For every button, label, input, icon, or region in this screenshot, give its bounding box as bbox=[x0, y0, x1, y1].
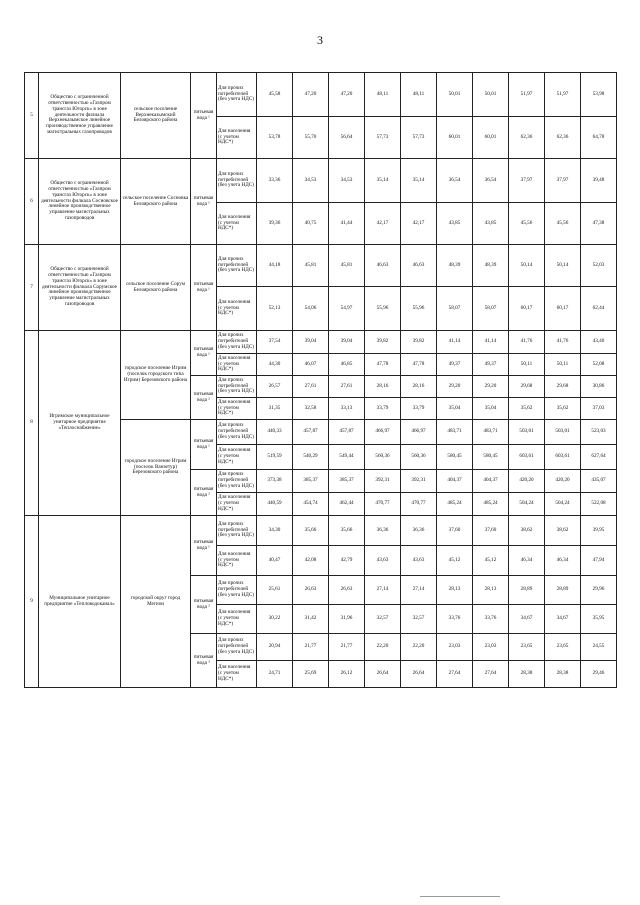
tariff-value: 504,24 bbox=[545, 493, 581, 516]
tariff-value: 466,97 bbox=[365, 420, 401, 445]
tariff-value: 26,12 bbox=[329, 661, 365, 688]
tariff-value: 33,76 bbox=[437, 605, 473, 634]
consumer-category: Для прочих потребителей (без учета НДС) bbox=[217, 420, 257, 445]
tariff-value: 43,63 bbox=[365, 546, 401, 576]
tariff-value: 26,64 bbox=[365, 661, 401, 688]
tariff-value: 48,11 bbox=[401, 73, 437, 117]
tariff-value: 385,37 bbox=[293, 470, 329, 493]
tariff-value: 29,68 bbox=[545, 376, 581, 398]
tariff-value: 57,73 bbox=[401, 117, 437, 159]
tariff-value: 46,34 bbox=[509, 546, 545, 576]
tariff-value: 33,76 bbox=[473, 605, 509, 634]
tariff-value: 36,54 bbox=[437, 159, 473, 203]
tariff-value: 42,79 bbox=[329, 546, 365, 576]
tariff-value: 60,17 bbox=[545, 287, 581, 331]
row-number: 9 bbox=[25, 516, 39, 688]
consumer-category: Для населения (с учетом НДС*) bbox=[217, 445, 257, 470]
territory-name: сельское поселение Сосновка Белоярского района bbox=[121, 159, 191, 245]
tariff-value: 540,29 bbox=[293, 445, 329, 470]
tariff-value: 23,65 bbox=[509, 634, 545, 661]
tariff-value: 55,70 bbox=[293, 117, 329, 159]
consumer-category: Для прочих потребителей (без учета НДС) bbox=[217, 470, 257, 493]
tariff-value: 44,30 bbox=[257, 354, 293, 376]
tariff-value: 50,14 bbox=[509, 245, 545, 287]
tariff-value: 64,78 bbox=[581, 117, 617, 159]
tariff-value: 58,07 bbox=[473, 287, 509, 331]
tariff-value: 603,61 bbox=[509, 445, 545, 470]
consumer-category: Для населения (с учетом НДС*) bbox=[217, 546, 257, 576]
territory-name: городское поселение Игрим (поселок Ванзетур) Березовского района bbox=[121, 420, 191, 516]
consumer-category: Для прочих потребителей (без учета НДС) bbox=[217, 331, 257, 354]
organization-name: Общество с ограниченной ответственностью «Газпром трансгаз Югорск» в зоне деятельности филиала Верхнеказымское линейное производственное управление магистральных газопроводов bbox=[39, 73, 121, 159]
tariff-value: 33,79 bbox=[365, 398, 401, 420]
tariff-value: 33,13 bbox=[329, 398, 365, 420]
tariff-value: 34,53 bbox=[293, 159, 329, 203]
tariff-value: 503,01 bbox=[545, 420, 581, 445]
page-number: 3 bbox=[317, 33, 323, 47]
tariff-value: 35,95 bbox=[581, 605, 617, 634]
tariff-value: 38,62 bbox=[545, 516, 581, 546]
tariff-value: 470,77 bbox=[365, 493, 401, 516]
consumer-category: Для населения (с учетом НДС*) bbox=[217, 203, 257, 245]
tariff-value: 27,14 bbox=[401, 576, 437, 605]
consumer-category: Для прочих потребителей (без учета НДС) bbox=[217, 245, 257, 287]
tariff-value: 34,67 bbox=[509, 605, 545, 634]
tariff-value: 43,40 bbox=[581, 331, 617, 354]
tariff-value: 503,01 bbox=[509, 420, 545, 445]
tariff-value: 56,64 bbox=[329, 117, 365, 159]
row-number: 5 bbox=[25, 73, 39, 159]
tariff-value: 627,64 bbox=[581, 445, 617, 470]
tariff-value: 47,20 bbox=[293, 73, 329, 117]
tariff-value: 50,11 bbox=[545, 354, 581, 376]
tariff-value: 28,38 bbox=[509, 661, 545, 688]
tariff-value: 36,54 bbox=[473, 159, 509, 203]
tariff-value: 20,94 bbox=[257, 634, 293, 661]
tariff-value: 49,37 bbox=[437, 354, 473, 376]
tariff-value: 440,59 bbox=[257, 493, 293, 516]
tariff-value: 457,87 bbox=[329, 420, 365, 445]
tariff-value: 29,46 bbox=[581, 661, 617, 688]
tariff-value: 45,81 bbox=[293, 245, 329, 287]
tariff-value: 41,76 bbox=[509, 331, 545, 354]
tariff-value: 26,64 bbox=[401, 661, 437, 688]
tariff-value: 29,96 bbox=[581, 576, 617, 605]
consumer-category: Для прочих потребителей (без учета НДС) bbox=[217, 73, 257, 117]
tariff-value: 560,36 bbox=[365, 445, 401, 470]
tariff-value: 43,85 bbox=[437, 203, 473, 245]
tariff-value: 51,97 bbox=[545, 73, 581, 117]
table-row bbox=[25, 331, 617, 354]
tariff-value: 404,37 bbox=[473, 470, 509, 493]
tariff-value: 46,85 bbox=[329, 354, 365, 376]
tariff-value: 23,65 bbox=[545, 634, 581, 661]
tariff-value: 454,74 bbox=[293, 493, 329, 516]
territory-name: городской округ город Мегион bbox=[121, 516, 191, 688]
tariff-value: 54,06 bbox=[293, 287, 329, 331]
table-row bbox=[25, 245, 617, 287]
table-row bbox=[25, 73, 617, 117]
tariff-value: 45,12 bbox=[473, 546, 509, 576]
table-row bbox=[25, 159, 617, 203]
tariff-value: 28,13 bbox=[437, 576, 473, 605]
tariff-value: 35,04 bbox=[473, 398, 509, 420]
tariff-value: 54,97 bbox=[329, 287, 365, 331]
tariff-value: 53,78 bbox=[257, 117, 293, 159]
tariff-value: 39,82 bbox=[401, 331, 437, 354]
tariff-value: 483,71 bbox=[437, 420, 473, 445]
tariff-value: 36,36 bbox=[401, 516, 437, 546]
tariff-value: 45,56 bbox=[509, 203, 545, 245]
table-row bbox=[25, 516, 617, 546]
tariff-value: 26,63 bbox=[293, 576, 329, 605]
tariff-value: 35,62 bbox=[545, 398, 581, 420]
tariff-value: 50,11 bbox=[509, 354, 545, 376]
tariff-value: 42,17 bbox=[365, 203, 401, 245]
tariff-value: 62,36 bbox=[509, 117, 545, 159]
tariff-value: 25,69 bbox=[293, 661, 329, 688]
territory-name: сельское поселение Сорум Белоярского района bbox=[121, 245, 191, 331]
tariff-value: 462,44 bbox=[329, 493, 365, 516]
tariff-value: 41,76 bbox=[545, 331, 581, 354]
tariff-value: 46,34 bbox=[545, 546, 581, 576]
tariff-value: 519,59 bbox=[257, 445, 293, 470]
tariff-value: 580,45 bbox=[473, 445, 509, 470]
tariff-value: 51,97 bbox=[509, 73, 545, 117]
consumer-category: Для населения (с учетом НДС*) bbox=[217, 605, 257, 634]
resource-type: питьевая вода ¹ bbox=[191, 420, 217, 470]
tariff-value: 21,77 bbox=[329, 634, 365, 661]
tariff-value: 52,08 bbox=[581, 354, 617, 376]
tariff-value: 39,04 bbox=[293, 331, 329, 354]
consumer-category: Для населения (с учетом НДС*) bbox=[217, 493, 257, 516]
tariff-value: 440,33 bbox=[257, 420, 293, 445]
tariff-value: 42,17 bbox=[401, 203, 437, 245]
tariff-value: 47,78 bbox=[401, 354, 437, 376]
tariff-value: 47,78 bbox=[365, 354, 401, 376]
tariff-value: 37,60 bbox=[473, 516, 509, 546]
territory-name: городское поселение Игрим (поселок городского типа Игрим) Березовского района bbox=[121, 331, 191, 420]
tariff-value: 27,64 bbox=[473, 661, 509, 688]
tariff-value: 48,11 bbox=[365, 73, 401, 117]
resource-type: питьевая вода ¹ bbox=[191, 331, 217, 376]
tariff-value: 27,61 bbox=[293, 376, 329, 398]
tariff-value: 28,16 bbox=[365, 376, 401, 398]
tariff-value: 420,20 bbox=[545, 470, 581, 493]
tariff-value: 35,66 bbox=[329, 516, 365, 546]
tariff-value: 35,66 bbox=[293, 516, 329, 546]
row-number: 8 bbox=[25, 331, 39, 516]
tariff-value: 41,14 bbox=[437, 331, 473, 354]
tariff-value: 22,20 bbox=[365, 634, 401, 661]
tariff-value: 37,97 bbox=[545, 159, 581, 203]
tariff-value: 39,95 bbox=[581, 516, 617, 546]
tariff-value: 28,13 bbox=[473, 576, 509, 605]
tariff-value: 49,37 bbox=[473, 354, 509, 376]
tariff-value: 39,82 bbox=[365, 331, 401, 354]
tariff-value: 485,24 bbox=[473, 493, 509, 516]
tariff-value: 42,08 bbox=[293, 546, 329, 576]
tariff-value: 37,54 bbox=[257, 331, 293, 354]
tariff-value: 35,04 bbox=[437, 398, 473, 420]
consumer-category: Для прочих потребителей (без учета НДС) bbox=[217, 376, 257, 398]
tariff-value: 28,38 bbox=[545, 661, 581, 688]
tariff-value: 57,73 bbox=[365, 117, 401, 159]
tariff-value: 50,14 bbox=[545, 245, 581, 287]
resource-type: питьевая вода ³ bbox=[191, 634, 217, 688]
tariff-value: 52,03 bbox=[581, 245, 617, 287]
tariff-value: 40,47 bbox=[257, 546, 293, 576]
tariff-value: 29,20 bbox=[437, 376, 473, 398]
tariff-value: 47,38 bbox=[581, 203, 617, 245]
tariff-value: 30,86 bbox=[581, 376, 617, 398]
tariff-value: 47,94 bbox=[581, 546, 617, 576]
tariff-value: 35,14 bbox=[401, 159, 437, 203]
consumer-category: Для населения (с учетом НДС*) bbox=[217, 661, 257, 688]
tariff-value: 549,44 bbox=[329, 445, 365, 470]
tariff-value: 37,60 bbox=[437, 516, 473, 546]
tariff-value: 45,81 bbox=[329, 245, 365, 287]
tariff-value: 420,20 bbox=[509, 470, 545, 493]
tariff-value: 26,63 bbox=[329, 576, 365, 605]
tariff-value: 29,20 bbox=[473, 376, 509, 398]
tariff-value: 560,36 bbox=[401, 445, 437, 470]
tariff-value: 33,79 bbox=[401, 398, 437, 420]
resource-type: питьевая вода ¹ bbox=[191, 245, 217, 331]
resource-type: питьевая вода ² bbox=[191, 376, 217, 420]
tariff-value: 35,14 bbox=[365, 159, 401, 203]
tariff-value: 46,63 bbox=[401, 245, 437, 287]
tariff-value: 41,44 bbox=[329, 203, 365, 245]
consumer-category: Для прочих потребителей (без учета НДС) bbox=[217, 576, 257, 605]
tariff-value: 23,03 bbox=[473, 634, 509, 661]
tariff-value: 483,71 bbox=[473, 420, 509, 445]
tariff-value: 44,18 bbox=[257, 245, 293, 287]
tariff-value: 39,36 bbox=[257, 203, 293, 245]
tariff-value: 47,20 bbox=[329, 73, 365, 117]
tariff-value: 28,89 bbox=[509, 576, 545, 605]
organization-name: Игримское муниципальное унитарное предприятие «Теплоснабжение» bbox=[39, 331, 121, 516]
tariff-value: 46,63 bbox=[365, 245, 401, 287]
tariff-value: 392,31 bbox=[401, 470, 437, 493]
tariff-value: 39,48 bbox=[581, 159, 617, 203]
tariff-value: 32,57 bbox=[401, 605, 437, 634]
tariff-value: 53,98 bbox=[581, 73, 617, 117]
organization-name: Общество с ограниченной ответственностью «Газпром трансгаз Югорск» в зоне деятельности филиала Сорумское линейное производственное управление магистральных газопроводов bbox=[39, 245, 121, 331]
tariff-value: 62,44 bbox=[581, 287, 617, 331]
tariff-value: 41,14 bbox=[473, 331, 509, 354]
tariff-value: 392,31 bbox=[365, 470, 401, 493]
tariff-value: 27,14 bbox=[365, 576, 401, 605]
consumer-category: Для прочих потребителей (без учета НДС) bbox=[217, 634, 257, 661]
tariff-value: 522,08 bbox=[581, 493, 617, 516]
tariff-value: 27,64 bbox=[437, 661, 473, 688]
tariff-value: 50,01 bbox=[437, 73, 473, 117]
tariff-value: 24,71 bbox=[257, 661, 293, 688]
resource-type: питьевая вода ¹ bbox=[191, 73, 217, 159]
tariff-value: 603,61 bbox=[545, 445, 581, 470]
tariff-value: 52,13 bbox=[257, 287, 293, 331]
tariff-value: 50,01 bbox=[473, 73, 509, 117]
tariff-value: 404,37 bbox=[437, 470, 473, 493]
tariff-value: 55,96 bbox=[401, 287, 437, 331]
tariff-value: 43,63 bbox=[401, 546, 437, 576]
tariff-value: 46,07 bbox=[293, 354, 329, 376]
tariff-value: 60,01 bbox=[437, 117, 473, 159]
tariff-value: 26,57 bbox=[257, 376, 293, 398]
tariff-value: 27,61 bbox=[329, 376, 365, 398]
page-bottom-mark bbox=[420, 896, 500, 901]
resource-type: питьевая вода ² bbox=[191, 470, 217, 516]
tariff-value: 466,97 bbox=[401, 420, 437, 445]
tariff-value: 435,07 bbox=[581, 470, 617, 493]
tariff-value: 523,03 bbox=[581, 420, 617, 445]
tariff-value: 48,39 bbox=[437, 245, 473, 287]
tariff-value: 35,62 bbox=[509, 398, 545, 420]
row-number: 6 bbox=[25, 159, 39, 245]
tariff-value: 31,35 bbox=[257, 398, 293, 420]
tariff-value: 45,58 bbox=[257, 73, 293, 117]
tariff-value: 28,16 bbox=[401, 376, 437, 398]
tariff-value: 32,58 bbox=[293, 398, 329, 420]
tariff-value: 43,85 bbox=[473, 203, 509, 245]
tariff-value: 55,96 bbox=[365, 287, 401, 331]
tariff-value: 38,62 bbox=[509, 516, 545, 546]
tariff-value: 22,20 bbox=[401, 634, 437, 661]
tariff-value: 34,30 bbox=[257, 516, 293, 546]
tariff-value: 23,03 bbox=[437, 634, 473, 661]
organization-name: Общество с ограниченной ответственностью «Газпром трансгаз Югорск» в зоне деятельности филиала Сосновское линейное производственное управление магистральных газопроводов bbox=[39, 159, 121, 245]
consumer-category: Для населения (с учетом НДС*) bbox=[217, 398, 257, 420]
resource-type: питьевая вода ¹ bbox=[191, 159, 217, 245]
tariff-value: 58,07 bbox=[437, 287, 473, 331]
tariff-value: 29,68 bbox=[509, 376, 545, 398]
tariff-value: 36,36 bbox=[365, 516, 401, 546]
tariff-value: 33,36 bbox=[257, 159, 293, 203]
tariff-value: 25,61 bbox=[257, 576, 293, 605]
tariff-value: 485,24 bbox=[437, 493, 473, 516]
resource-type: питьевая вода ¹ bbox=[191, 516, 217, 576]
row-number: 7 bbox=[25, 245, 39, 331]
tariff-value: 37,97 bbox=[509, 159, 545, 203]
territory-name: сельское поселение Верхнеказымский Белоярского района bbox=[121, 73, 191, 159]
tariff-value: 21,77 bbox=[293, 634, 329, 661]
tariff-value: 60,17 bbox=[509, 287, 545, 331]
tariff-value: 470,77 bbox=[401, 493, 437, 516]
resource-type: питьевая вода ² bbox=[191, 576, 217, 634]
consumer-category: Для населения (с учетом НДС*) bbox=[217, 287, 257, 331]
tariff-value: 28,89 bbox=[545, 576, 581, 605]
tariff-value: 504,24 bbox=[509, 493, 545, 516]
tariff-value: 48,39 bbox=[473, 245, 509, 287]
consumer-category: Для прочих потребителей (без учета НДС) bbox=[217, 516, 257, 546]
tariff-value: 32,57 bbox=[365, 605, 401, 634]
tariff-value: 373,38 bbox=[257, 470, 293, 493]
tariff-value: 37,03 bbox=[581, 398, 617, 420]
consumer-category: Для прочих потребителей (без учета НДС) bbox=[217, 159, 257, 203]
tariff-value: 457,87 bbox=[293, 420, 329, 445]
tariff-value: 34,67 bbox=[545, 605, 581, 634]
tariff-value: 385,37 bbox=[329, 470, 365, 493]
tariff-value: 34,53 bbox=[329, 159, 365, 203]
organization-name: Муниципальное унитарное предприятие «Тепловодоканал» bbox=[39, 516, 121, 688]
tariff-value: 62,36 bbox=[545, 117, 581, 159]
tariff-value: 39,04 bbox=[329, 331, 365, 354]
tariff-value: 60,01 bbox=[473, 117, 509, 159]
tariff-value: 24,55 bbox=[581, 634, 617, 661]
tariff-value: 45,12 bbox=[437, 546, 473, 576]
consumer-category: Для населения (с учетом НДС*) bbox=[217, 354, 257, 376]
tariff-value: 31,42 bbox=[293, 605, 329, 634]
tariff-value: 30,22 bbox=[257, 605, 293, 634]
tariff-value: 31,96 bbox=[329, 605, 365, 634]
tariff-value: 45,56 bbox=[545, 203, 581, 245]
tariff-table bbox=[24, 72, 617, 688]
tariff-value: 40,75 bbox=[293, 203, 329, 245]
tariff-value: 580,45 bbox=[437, 445, 473, 470]
consumer-category: Для населения (с учетом НДС*) bbox=[217, 117, 257, 159]
